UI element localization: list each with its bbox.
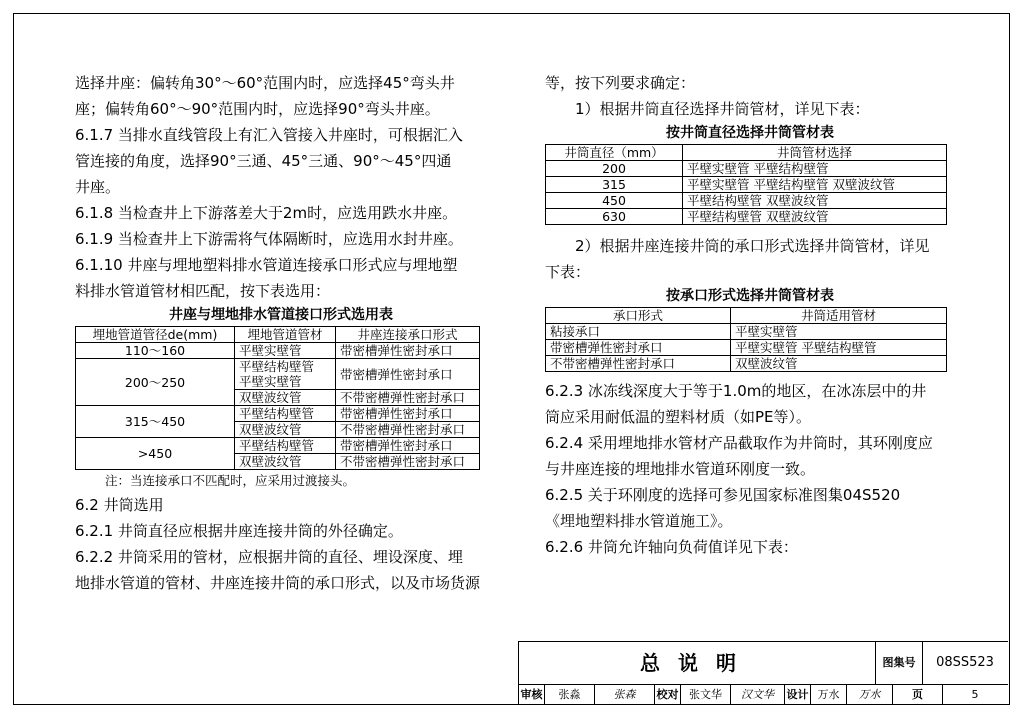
text-line: 座；偏转角60°～90°范围内时，应选择90°弯头井座。	[75, 100, 440, 118]
designer-signature: 万水	[847, 685, 893, 705]
table-cell: 带密槽弹性密封承口	[336, 343, 480, 359]
table-header: 井座连接承口形式	[336, 327, 480, 343]
text-line: 下表：	[545, 263, 591, 281]
text-line: 6.2.6 井筒允许轴向负荷值详见下表：	[545, 538, 798, 556]
text-line: 6.1.9 当检查井上下游需将气体隔断时，应选用水封井座。	[75, 230, 463, 248]
text-line: 6.2 井筒选用	[75, 496, 164, 514]
table-cell: 双壁波纹管	[235, 422, 336, 438]
title-block-signatures	[519, 685, 1008, 705]
text-line: 井座。	[75, 178, 121, 196]
text-line: 《埋地塑料排水管道施工》。	[545, 512, 733, 530]
table-cell: 带密槽弹性密封承口	[336, 359, 480, 390]
table-cell: 平壁实壁管	[235, 343, 336, 359]
table-row	[546, 161, 947, 177]
table-row	[546, 340, 947, 356]
table1-title: 井座与埋地排水管道接口形式选用表	[169, 307, 393, 323]
right-column	[545, 70, 955, 560]
table2	[545, 144, 947, 225]
table-header: 井筒适用管材	[731, 308, 947, 324]
text-line: 地排水管道的管材、井座连接井筒的承口形式，以及市场货源	[75, 574, 481, 592]
title-block-top	[519, 642, 1008, 685]
table-header: 埋地管道管径de(mm)	[76, 327, 235, 343]
page-number: 5	[971, 688, 979, 701]
text-line: 6.1.10 井座与埋地塑料排水管道连接承口形式应与埋地塑	[75, 256, 458, 274]
text-line: 6.2.2 井筒采用的管材，应根据井筒的直径、埋设深度、埋	[75, 548, 463, 566]
table3-title: 按承口形式选择井筒管材表	[666, 288, 834, 304]
text-line: 2）根据井座连接井筒的承口形式选择井筒管材，详见	[575, 237, 930, 255]
table-cell: 粘接承口	[546, 324, 731, 340]
table-cell: 315～450	[76, 406, 235, 438]
table-header: 承口形式	[546, 308, 731, 324]
table-header: 井筒直径（mm）	[546, 145, 683, 161]
design-label: 设计	[785, 685, 811, 705]
table-row	[546, 324, 947, 340]
table-row	[76, 359, 480, 390]
text-line: 管连接的角度，选择90°三通、45°三通、90°～45°四通	[75, 152, 452, 170]
review-label: 审核	[519, 685, 545, 705]
table-cell: 450	[546, 193, 683, 209]
table-cell: 平壁结构壁管 双壁波纹管	[683, 209, 947, 225]
table-cell: 200～250	[76, 359, 235, 406]
table-cell: 平壁实壁管 平壁结构壁管	[683, 161, 947, 177]
checker-signature: 汉文华	[731, 685, 785, 705]
table-cell: 带密槽弹性密封承口	[336, 438, 480, 454]
reviewer-name: 张淼	[545, 685, 595, 705]
text-line: 6.2.4 采用埋地排水管材产品截取作为井筒时，其环刚度应	[545, 434, 933, 452]
table-header-row	[76, 327, 480, 343]
table-cell: 平壁实壁管 平壁结构壁管 双壁波纹管	[683, 177, 947, 193]
text-line: 与井座连接的埋地排水管道环刚度一致。	[545, 460, 816, 478]
table-cell: 平壁结构壁管 平壁实壁管	[235, 359, 336, 390]
table2-title: 按井筒直径选择井筒管材表	[666, 125, 834, 141]
reviewer-signature: 张森	[595, 685, 655, 705]
text-line: 6.2.5 关于环刚度的选择可参见国家标准图集04S520	[545, 486, 901, 504]
table-cell: 平壁结构壁管 双壁波纹管	[683, 193, 947, 209]
page-label: 页	[893, 685, 943, 705]
table-cell: >450	[76, 438, 235, 470]
table-cell: 不带密槽弹性密封承口	[336, 422, 480, 438]
table-row	[546, 209, 947, 225]
table-cell: 双壁波纹管	[235, 390, 336, 406]
table-cell: 不带密槽弹性密封承口	[546, 356, 731, 372]
table-cell: 平壁结构壁管	[235, 406, 336, 422]
table-cell: 双壁波纹管	[235, 454, 336, 470]
table-cell: 315	[546, 177, 683, 193]
text-line: 筒应采用耐低温的塑料材质（如PE等）。	[545, 408, 812, 426]
text-line: 6.1.7 当排水直线管段上有汇入管接入井座时，可根据汇入	[75, 126, 463, 144]
table-header: 井筒管材选择	[683, 145, 947, 161]
text-line: 6.2.1 井筒直径应根据井座连接井筒的外径确定。	[75, 522, 403, 540]
table-cell: 200	[546, 161, 683, 177]
table-header-row	[546, 145, 947, 161]
table-cell: 带密槽弹性密封承口	[336, 406, 480, 422]
table-cell: 平壁结构壁管	[235, 438, 336, 454]
table-row	[546, 356, 947, 372]
text-line: 选择井座：偏转角30°～60°范围内时，应选择45°弯头井	[75, 74, 455, 92]
left-column	[75, 70, 487, 596]
table-row	[76, 406, 480, 422]
table-cell: 平壁实壁管	[731, 324, 947, 340]
text-line: 6.2.3 冰冻线深度大于等于1.0m的地区，在冰冻层中的井	[545, 382, 927, 400]
table-row	[546, 193, 947, 209]
table-cell: 不带密槽弹性密封承口	[336, 454, 480, 470]
table-cell: 630	[546, 209, 683, 225]
checker-name: 张文华	[681, 685, 731, 705]
table-cell: 带密槽弹性密封承口	[546, 340, 731, 356]
table-cell: 平壁实壁管 平壁结构壁管	[731, 340, 947, 356]
table-header: 埋地管道管材	[235, 327, 336, 343]
table1-note: 注：当连接承口不匹配时，应采用过渡接头。	[105, 473, 356, 488]
table3	[545, 307, 947, 372]
sheet-title: 总说明	[519, 642, 876, 684]
table-row	[76, 343, 480, 359]
atlas-label: 图集号	[876, 642, 923, 684]
table-header-row	[546, 308, 947, 324]
text-line: 6.1.8 当检查井上下游落差大于2m时，应选用跌水井座。	[75, 204, 458, 222]
table-cell: 110～160	[76, 343, 235, 359]
table-cell: 双壁波纹管	[731, 356, 947, 372]
text-line: 等，按下列要求确定：	[545, 74, 696, 92]
atlas-number: 08SS523	[936, 655, 994, 670]
title-block	[518, 641, 1008, 705]
table-row	[76, 438, 480, 454]
table-cell: 不带密槽弹性密封承口	[336, 390, 480, 406]
table1	[75, 326, 480, 470]
table-row	[546, 177, 947, 193]
text-line: 料排水管道管材相匹配，按下表选用：	[75, 282, 331, 300]
designer-name: 万水	[811, 685, 847, 705]
check-label: 校对	[655, 685, 681, 705]
text-line: 1）根据井筒直径选择井筒管材，详见下表：	[575, 100, 870, 118]
